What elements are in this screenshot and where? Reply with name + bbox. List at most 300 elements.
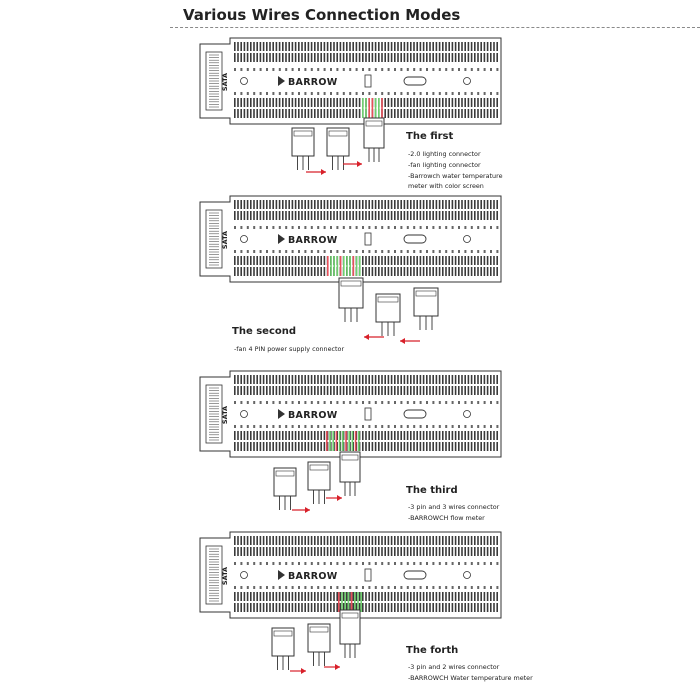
center-tick <box>452 68 454 71</box>
highlighted-pin <box>336 431 338 451</box>
center-tick <box>407 250 409 253</box>
center-tick <box>279 92 281 95</box>
highlighted-pin <box>352 431 354 451</box>
center-tick <box>445 562 447 565</box>
center-tick <box>477 562 479 565</box>
center-tick <box>272 250 274 253</box>
center-tick <box>330 586 332 589</box>
center-tick <box>324 226 326 229</box>
center-tick <box>400 250 402 253</box>
center-tick <box>464 401 466 404</box>
center-tick <box>477 226 479 229</box>
center-tick <box>445 250 447 253</box>
center-tick <box>330 562 332 565</box>
center-tick <box>458 250 460 253</box>
center-tick <box>420 562 422 565</box>
connector-latch <box>310 465 328 470</box>
center-tick <box>413 401 415 404</box>
center-tick <box>362 226 364 229</box>
direction-arrow <box>326 495 342 501</box>
center-tick <box>381 250 383 253</box>
center-tick <box>356 425 358 428</box>
center-tick <box>477 92 479 95</box>
connector-latch <box>366 121 382 126</box>
center-tick <box>356 68 358 71</box>
center-tick <box>304 226 306 229</box>
highlighted-pin <box>342 431 344 451</box>
center-tick <box>285 226 287 229</box>
oval-slot <box>404 571 426 579</box>
mode-4-line: -3 pin and 2 wires connector <box>408 663 500 671</box>
center-tick <box>330 68 332 71</box>
center-tick <box>240 401 242 404</box>
center-tick <box>311 401 313 404</box>
center-tick <box>336 92 338 95</box>
center-tick <box>388 68 390 71</box>
center-tick <box>432 401 434 404</box>
center-tick <box>272 425 274 428</box>
connector-latch <box>329 131 347 136</box>
center-tick <box>432 68 434 71</box>
highlighted-pin <box>358 431 360 451</box>
center-tick <box>253 425 255 428</box>
brand-logo: BARROW <box>288 571 338 582</box>
center-tick <box>458 425 460 428</box>
mode-2-title: The second <box>232 326 297 337</box>
connector-a <box>274 468 296 510</box>
center-tick <box>292 226 294 229</box>
center-tick <box>490 226 492 229</box>
center-tick <box>407 68 409 71</box>
center-tick <box>304 250 306 253</box>
center-tick <box>381 226 383 229</box>
center-tick <box>362 68 364 71</box>
connector-a <box>376 294 400 336</box>
center-tick <box>413 68 415 71</box>
connector-4pin <box>339 278 363 322</box>
brand-logo: BARROW <box>288 410 338 421</box>
center-tick <box>304 586 306 589</box>
mode-2-line: -fan 4 PIN power supply connector <box>234 345 345 353</box>
center-tick <box>330 401 332 404</box>
center-tick <box>272 586 274 589</box>
center-tick <box>375 250 377 253</box>
center-tick <box>260 586 262 589</box>
highlighted-pin <box>357 592 359 612</box>
center-tick <box>464 68 466 71</box>
connector-latch <box>341 281 361 286</box>
arrow-head <box>335 664 340 670</box>
highlighted-pin <box>372 98 374 118</box>
center-tick <box>317 226 319 229</box>
center-tick <box>356 401 358 404</box>
center-tick <box>394 92 396 95</box>
center-tick <box>484 562 486 565</box>
direction-arrow <box>290 668 306 674</box>
center-tick <box>388 250 390 253</box>
center-tick <box>413 425 415 428</box>
center-tick <box>336 425 338 428</box>
center-tick <box>330 250 332 253</box>
center-tick <box>298 401 300 404</box>
center-tick <box>458 562 460 565</box>
center-tick <box>471 92 473 95</box>
center-tick <box>343 250 345 253</box>
center-tick <box>279 68 281 71</box>
center-tick <box>477 68 479 71</box>
center-tick <box>368 68 370 71</box>
direction-arrow <box>324 664 340 670</box>
highlighted-pin <box>365 98 367 118</box>
center-tick <box>247 425 249 428</box>
center-tick <box>394 226 396 229</box>
center-tick <box>368 226 370 229</box>
center-tick <box>464 562 466 565</box>
center-tick <box>426 68 428 71</box>
highlighted-pin <box>341 592 343 612</box>
center-tick <box>464 226 466 229</box>
center-tick <box>279 401 281 404</box>
brand-logo: BARROW <box>288 235 338 246</box>
center-tick <box>234 68 236 71</box>
highlighted-pin <box>353 256 355 276</box>
center-tick <box>279 562 281 565</box>
mode-3-description <box>408 502 499 524</box>
mode-4-description <box>408 662 533 684</box>
center-tick <box>490 425 492 428</box>
center-tick <box>388 586 390 589</box>
center-tick <box>471 425 473 428</box>
center-tick <box>381 562 383 565</box>
center-tick <box>349 586 351 589</box>
center-tick <box>356 586 358 589</box>
center-tick <box>375 401 377 404</box>
center-tick <box>420 92 422 95</box>
highlighted-pin <box>326 431 328 451</box>
oval-slot <box>404 235 426 243</box>
center-tick <box>324 586 326 589</box>
center-tick <box>413 226 415 229</box>
center-tick <box>253 92 255 95</box>
center-tick <box>388 92 390 95</box>
center-tick <box>458 401 460 404</box>
center-tick <box>400 226 402 229</box>
center-tick <box>285 92 287 95</box>
highlighted-pin <box>348 592 350 612</box>
center-tick <box>234 425 236 428</box>
center-tick <box>394 250 396 253</box>
center-tick <box>292 401 294 404</box>
center-tick <box>426 562 428 565</box>
mode-3-title: The third <box>406 485 458 496</box>
center-tick <box>343 68 345 71</box>
center-tick <box>349 401 351 404</box>
center-tick <box>285 586 287 589</box>
center-tick <box>394 401 396 404</box>
center-tick <box>388 425 390 428</box>
center-tick <box>324 562 326 565</box>
center-tick <box>304 401 306 404</box>
center-tick <box>349 562 351 565</box>
center-tick <box>471 226 473 229</box>
connector-b <box>308 624 330 666</box>
direction-arrow <box>343 161 362 167</box>
mode-1-title: The first <box>406 131 454 142</box>
center-tick <box>375 92 377 95</box>
highlighted-pin <box>351 592 353 612</box>
mount-hole <box>241 572 248 579</box>
connector-latch <box>294 131 312 136</box>
center-tick <box>234 92 236 95</box>
center-tick <box>400 562 402 565</box>
highlighted-pin <box>368 98 370 118</box>
center-tick <box>484 92 486 95</box>
center-tick <box>407 425 409 428</box>
center-tick <box>311 68 313 71</box>
center-tick <box>496 425 498 428</box>
center-tick <box>253 68 255 71</box>
highlighted-pin <box>333 256 335 276</box>
center-tick <box>484 425 486 428</box>
center-tick <box>285 562 287 565</box>
sata-label: SATA <box>221 72 229 92</box>
highlighted-pin <box>360 592 362 612</box>
center-tick <box>413 586 415 589</box>
center-tick <box>484 68 486 71</box>
center-tick <box>234 250 236 253</box>
center-tick <box>272 401 274 404</box>
center-tick <box>452 92 454 95</box>
center-tick <box>464 586 466 589</box>
highlighted-pin <box>339 431 341 451</box>
center-tick <box>477 401 479 404</box>
sata-label: SATA <box>221 566 229 586</box>
center-tick <box>253 586 255 589</box>
center-tick <box>439 68 441 71</box>
center-tick <box>368 92 370 95</box>
center-tick <box>317 425 319 428</box>
center-tick <box>484 586 486 589</box>
center-tick <box>426 401 428 404</box>
center-tick <box>336 401 338 404</box>
arrow-head <box>400 338 405 344</box>
center-tick <box>292 562 294 565</box>
center-tick <box>407 226 409 229</box>
mode-1-line: -fan lighting connector <box>408 160 481 169</box>
center-tick <box>394 68 396 71</box>
connector-latch <box>416 291 436 296</box>
arrow-head <box>357 161 362 167</box>
connector-latch <box>378 297 398 302</box>
highlighted-pin <box>337 256 339 276</box>
highlighted-pin <box>355 431 357 451</box>
center-tick <box>304 92 306 95</box>
center-tick <box>349 226 351 229</box>
center-tick <box>445 226 447 229</box>
center-tick <box>253 250 255 253</box>
center-tick <box>477 586 479 589</box>
mode-1-line: meter with color screen <box>408 182 484 191</box>
hub-board-1 <box>200 38 501 124</box>
center-tick <box>234 226 236 229</box>
highlighted-pin <box>330 256 332 276</box>
center-tick <box>452 250 454 253</box>
connector-c <box>364 118 384 162</box>
center-tick <box>426 586 428 589</box>
center-tick <box>253 226 255 229</box>
center-tick <box>426 92 428 95</box>
center-tick <box>343 401 345 404</box>
center-tick <box>413 92 415 95</box>
center-tick <box>311 226 313 229</box>
center-tick <box>400 425 402 428</box>
center-tick <box>375 562 377 565</box>
center-tick <box>285 425 287 428</box>
center-tick <box>439 586 441 589</box>
center-tick <box>362 562 364 565</box>
center-tick <box>260 250 262 253</box>
center-tick <box>362 401 364 404</box>
mount-hole <box>241 78 248 85</box>
center-tick <box>336 226 338 229</box>
highlighted-pin <box>381 98 383 118</box>
highlighted-pin <box>332 431 334 451</box>
connector-a <box>272 628 294 670</box>
center-tick <box>432 425 434 428</box>
sata-label: SATA <box>221 405 229 425</box>
center-tick <box>234 562 236 565</box>
center-tick <box>279 586 281 589</box>
mode-1-line: -2.0 lighting connector <box>408 150 481 158</box>
center-tick <box>247 226 249 229</box>
center-tick <box>458 226 460 229</box>
oval-slot <box>404 77 426 85</box>
center-tick <box>452 226 454 229</box>
center-tick <box>413 562 415 565</box>
mode-1-line: -Barrowch water temperature <box>408 171 503 180</box>
connector-a <box>292 128 314 170</box>
mount-hole <box>464 572 471 579</box>
arrow-head <box>337 495 342 501</box>
center-tick <box>260 562 262 565</box>
center-tick <box>266 401 268 404</box>
mode-2-description <box>234 344 344 355</box>
center-tick <box>298 425 300 428</box>
oval-slot <box>404 410 426 418</box>
highlighted-pin <box>345 431 347 451</box>
connector-c <box>340 610 360 658</box>
center-tick <box>471 401 473 404</box>
center-tick <box>490 562 492 565</box>
center-tick <box>343 586 345 589</box>
hub-board-4 <box>200 532 501 618</box>
center-tick <box>285 68 287 71</box>
center-tick <box>388 401 390 404</box>
center-tick <box>349 250 351 253</box>
center-tick <box>471 586 473 589</box>
center-tick <box>356 92 358 95</box>
center-tick <box>272 226 274 229</box>
center-tick <box>336 562 338 565</box>
center-tick <box>356 226 358 229</box>
center-tick <box>375 226 377 229</box>
highlighted-pin <box>344 592 346 612</box>
mode-1-description <box>408 149 503 192</box>
center-tick <box>484 401 486 404</box>
center-tick <box>381 401 383 404</box>
center-tick <box>292 425 294 428</box>
highlighted-pin <box>343 256 345 276</box>
center-tick <box>375 68 377 71</box>
brand-logo: BARROW <box>288 77 338 88</box>
center-tick <box>362 586 364 589</box>
center-tick <box>330 425 332 428</box>
center-tick <box>272 562 274 565</box>
center-tick <box>368 401 370 404</box>
connector-latch <box>310 627 328 632</box>
mode-3-line: -3 pin and 3 wires connector <box>408 503 500 511</box>
center-tick <box>343 425 345 428</box>
center-tick <box>407 401 409 404</box>
center-tick <box>266 250 268 253</box>
switch-icon <box>365 408 371 420</box>
mount-hole <box>241 411 248 418</box>
center-tick <box>247 401 249 404</box>
center-tick <box>439 92 441 95</box>
highlighted-pin <box>354 592 356 612</box>
center-tick <box>471 562 473 565</box>
connector-latch <box>342 613 358 618</box>
center-tick <box>336 250 338 253</box>
center-tick <box>330 226 332 229</box>
center-tick <box>394 562 396 565</box>
center-tick <box>400 586 402 589</box>
center-tick <box>298 92 300 95</box>
center-tick <box>490 586 492 589</box>
page-title: Various Wires Connection Modes <box>183 6 461 24</box>
center-tick <box>368 586 370 589</box>
switch-icon <box>365 75 371 87</box>
center-tick <box>304 68 306 71</box>
center-tick <box>407 586 409 589</box>
center-tick <box>317 562 319 565</box>
center-tick <box>336 586 338 589</box>
center-tick <box>381 92 383 95</box>
mount-hole <box>464 236 471 243</box>
center-tick <box>452 586 454 589</box>
center-tick <box>317 586 319 589</box>
center-tick <box>266 68 268 71</box>
center-tick <box>490 250 492 253</box>
highlighted-pin <box>359 256 361 276</box>
center-tick <box>439 425 441 428</box>
center-tick <box>420 226 422 229</box>
center-tick <box>445 401 447 404</box>
center-tick <box>464 92 466 95</box>
center-tick <box>343 92 345 95</box>
center-tick <box>445 68 447 71</box>
center-tick <box>464 425 466 428</box>
center-tick <box>407 562 409 565</box>
center-tick <box>471 250 473 253</box>
center-tick <box>394 425 396 428</box>
center-tick <box>477 250 479 253</box>
center-tick <box>304 562 306 565</box>
center-tick <box>349 68 351 71</box>
center-tick <box>285 250 287 253</box>
direction-arrow <box>400 338 420 344</box>
hub-board-3 <box>200 371 501 457</box>
